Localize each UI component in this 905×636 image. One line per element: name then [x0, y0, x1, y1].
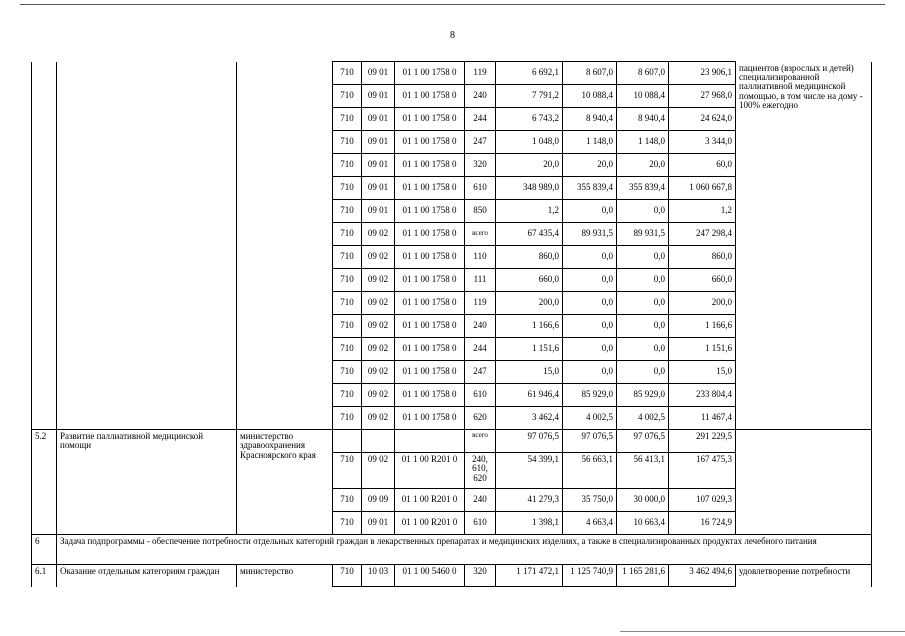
year3-value: 89 931,5 [617, 223, 669, 246]
year3-value: 0,0 [617, 338, 669, 361]
year1-value: 1 151,6 [496, 338, 563, 361]
total-value: 107 029,3 [669, 489, 736, 512]
year2-value: 35 750,0 [563, 489, 617, 512]
total-value: 233 804,4 [669, 384, 736, 407]
csr-code: 01 1 00 1758 0 [395, 62, 465, 85]
grbs-code: 710 [333, 489, 362, 512]
csr-code: 01 1 00 1758 0 [395, 338, 465, 361]
total-value: 27 968,0 [669, 85, 736, 108]
csr-code: 01 1 00 1758 0 [395, 131, 465, 154]
vr-code: 244 [465, 108, 496, 131]
executor: министерство [237, 565, 333, 587]
vr-code: 610 [465, 384, 496, 407]
grbs-code: 710 [333, 292, 362, 315]
year2-value: 355 839,4 [563, 177, 617, 200]
year3-value: 0,0 [617, 200, 669, 223]
year1-value: 860,0 [496, 246, 563, 269]
year3-value: 1 148,0 [617, 131, 669, 154]
section-5-2 [32, 430, 872, 535]
task-number: 6 [32, 535, 57, 565]
name-cell [57, 62, 237, 430]
grbs-code: 710 [333, 384, 362, 407]
vr-code: 320 [465, 154, 496, 177]
grbs-code: 710 [333, 246, 362, 269]
rz-code: 09 02 [362, 223, 395, 246]
rz-code: 09 01 [362, 85, 395, 108]
grbs-code: 710 [333, 565, 362, 587]
csr-code: 01 1 00 5460 0 [395, 565, 465, 587]
rz-code: 09 02 [362, 338, 395, 361]
csr-code: 01 1 00 1758 0 [395, 223, 465, 246]
grbs-code: 710 [333, 407, 362, 430]
grbs-code: 710 [333, 131, 362, 154]
year3-value: 85 929,0 [617, 384, 669, 407]
grbs-code: 710 [333, 269, 362, 292]
total-value: 16 724,9 [669, 512, 736, 535]
total-value: 1 060 667,8 [669, 177, 736, 200]
result-note: пациентов (взрослых и детей) специализированной паллиативной медицинской помощью, в том числе на дому - 100% ежегодно [736, 62, 872, 430]
year1-value: 20,0 [496, 154, 563, 177]
year2-value: 10 088,4 [563, 85, 617, 108]
executor-cell [237, 62, 333, 430]
year1-value: 41 279,3 [496, 489, 563, 512]
year3-value: 0,0 [617, 315, 669, 338]
year3-value: 10 088,4 [617, 85, 669, 108]
vr-code: 240 [465, 489, 496, 512]
year2-value: 0,0 [563, 315, 617, 338]
grbs-code: 710 [333, 361, 362, 384]
grbs-code: 710 [333, 223, 362, 246]
total-value: 860,0 [669, 246, 736, 269]
year1-value: 1 048,0 [496, 131, 563, 154]
row-number: 6.1 [32, 565, 57, 587]
year3-value: 56 413,1 [617, 453, 669, 489]
rz-code: 09 01 [362, 200, 395, 223]
year2-value: 4 663,4 [563, 512, 617, 535]
year2-value: 8 940,4 [563, 108, 617, 131]
vr-code: 111 [465, 269, 496, 292]
grbs-code: 710 [333, 200, 362, 223]
grbs-code: 710 [333, 62, 362, 85]
csr-code: 01 1 00 1758 0 [395, 246, 465, 269]
grbs-code: 710 [333, 108, 362, 131]
vr-code: всего [465, 430, 496, 453]
csr-code: 01 1 00 1758 0 [395, 292, 465, 315]
year3-value: 30 000,0 [617, 489, 669, 512]
total-value: 23 906,1 [669, 62, 736, 85]
year3-value: 0,0 [617, 361, 669, 384]
year1-value: 3 462,4 [496, 407, 563, 430]
rows-block-a [32, 62, 872, 430]
total-value: 291 229,5 [669, 430, 736, 453]
vr-code: 610 [465, 512, 496, 535]
vr-code: 247 [465, 131, 496, 154]
csr-code: 01 1 00 1758 0 [395, 315, 465, 338]
total-value: 11 467,4 [669, 407, 736, 430]
bottom-rule [620, 631, 905, 632]
year3-value: 4 002,5 [617, 407, 669, 430]
task-text: Задача подпрограммы - обеспечение потребности отдельных категорий граждан в лекарственных препаратах и медицинских изделиях, а также в специализированных продуктах лечебного питания [57, 535, 872, 565]
year1-value: 1,2 [496, 200, 563, 223]
grbs-code: 710 [333, 315, 362, 338]
row-6-1 [32, 565, 872, 587]
rz-code: 09 01 [362, 62, 395, 85]
grbs-code: 710 [333, 512, 362, 535]
rz-code: 09 02 [362, 292, 395, 315]
grbs-code: 710 [333, 338, 362, 361]
csr-code: 01 1 00 R201 0 [395, 512, 465, 535]
year2-value: 89 931,5 [563, 223, 617, 246]
budget-table [31, 61, 872, 587]
rz-code: 09 02 [362, 384, 395, 407]
csr-code: 01 1 00 R201 0 [395, 489, 465, 512]
year3-value: 355 839,4 [617, 177, 669, 200]
year2-value: 0,0 [563, 269, 617, 292]
year2-value: 56 663,1 [563, 453, 617, 489]
year3-value: 0,0 [617, 269, 669, 292]
task-6 [32, 535, 872, 565]
year2-value: 1 148,0 [563, 131, 617, 154]
vr-code: 244 [465, 338, 496, 361]
year2-value: 1 125 740,9 [563, 565, 617, 587]
grbs-code: 710 [333, 177, 362, 200]
total-value: 60,0 [669, 154, 736, 177]
executor: министерство здравоохранения Красноярского края [237, 430, 333, 535]
csr-code: 01 1 00 1758 0 [395, 407, 465, 430]
year2-value: 4 002,5 [563, 407, 617, 430]
year3-value: 10 663,4 [617, 512, 669, 535]
total-value: 1 166,6 [669, 315, 736, 338]
rz-code: 09 02 [362, 453, 395, 489]
year2-value: 85 929,0 [563, 384, 617, 407]
year1-value: 200,0 [496, 292, 563, 315]
vr-code: 620 [465, 407, 496, 430]
vr-code: 240 [465, 315, 496, 338]
rz-code: 09 01 [362, 177, 395, 200]
result-cell [736, 430, 872, 535]
num-cell [32, 62, 57, 430]
total-value: 167 475,3 [669, 453, 736, 489]
year3-value: 97 076,5 [617, 430, 669, 453]
total-value: 15,0 [669, 361, 736, 384]
grbs-code: 710 [333, 453, 362, 489]
grbs-code: 710 [333, 85, 362, 108]
row-number: 5.2 [32, 430, 57, 535]
year1-value: 6 692,1 [496, 62, 563, 85]
csr-code: 01 1 00 1758 0 [395, 154, 465, 177]
rz-code: 09 01 [362, 108, 395, 131]
year3-value: 0,0 [617, 292, 669, 315]
rz-code: 09 01 [362, 131, 395, 154]
csr-code: 01 1 00 1758 0 [395, 200, 465, 223]
vr-code: 119 [465, 62, 496, 85]
rz-code: 09 02 [362, 315, 395, 338]
rz-code: 09 01 [362, 154, 395, 177]
rz-code: 09 01 [362, 512, 395, 535]
csr-code: 01 1 00 1758 0 [395, 269, 465, 292]
year1-value: 7 791,2 [496, 85, 563, 108]
year1-value: 348 989,0 [496, 177, 563, 200]
total-value: 3 462 494,6 [669, 565, 736, 587]
year1-value: 54 399,1 [496, 453, 563, 489]
total-value: 660,0 [669, 269, 736, 292]
rz-code: 10 03 [362, 565, 395, 587]
year1-value: 67 435,4 [496, 223, 563, 246]
year1-value: 660,0 [496, 269, 563, 292]
year2-value: 0,0 [563, 338, 617, 361]
vr-code: 240, 610, 620 [465, 453, 496, 489]
grbs-code: 710 [333, 154, 362, 177]
year3-value: 8 607,0 [617, 62, 669, 85]
csr-code: 01 1 00 1758 0 [395, 384, 465, 407]
vr-code: 610 [465, 177, 496, 200]
measure-name: Развитие паллиативной медицинской помощи [57, 430, 237, 535]
year3-value: 8 940,4 [617, 108, 669, 131]
vr-code: 850 [465, 200, 496, 223]
csr-code: 01 1 00 1758 0 [395, 85, 465, 108]
vr-code: 247 [465, 361, 496, 384]
measure-name: Оказание отдельным категориям граждан [57, 565, 237, 587]
year2-value: 0,0 [563, 361, 617, 384]
year2-value: 20,0 [563, 154, 617, 177]
total-value: 1,2 [669, 200, 736, 223]
rz-code: 09 02 [362, 361, 395, 384]
year2-value: 0,0 [563, 292, 617, 315]
year2-value: 0,0 [563, 246, 617, 269]
year2-value: 97 076,5 [563, 430, 617, 453]
year2-value: 0,0 [563, 200, 617, 223]
vr-code: 240 [465, 85, 496, 108]
csr-code: 01 1 00 1758 0 [395, 361, 465, 384]
total-value: 1 151,6 [669, 338, 736, 361]
csr-code: 01 1 00 R201 0 [395, 453, 465, 489]
total-value: 247 298,4 [669, 223, 736, 246]
table-row [32, 62, 872, 85]
year1-value: 6 743,2 [496, 108, 563, 131]
rz-code: 09 02 [362, 407, 395, 430]
rz-code: 09 02 [362, 246, 395, 269]
csr-code: 01 1 00 1758 0 [395, 108, 465, 131]
year1-value: 61 946,4 [496, 384, 563, 407]
year2-value: 8 607,0 [563, 62, 617, 85]
vr-code: всего [465, 223, 496, 246]
vr-code: 110 [465, 246, 496, 269]
year1-value: 1 166,6 [496, 315, 563, 338]
vr-code: 119 [465, 292, 496, 315]
page-number: 8 [450, 30, 455, 41]
year1-value: 97 076,5 [496, 430, 563, 453]
year3-value: 20,0 [617, 154, 669, 177]
result-text: удовлетворение потребности [736, 565, 872, 587]
year1-value: 1 171 472,1 [496, 565, 563, 587]
vr-code: 320 [465, 565, 496, 587]
csr-code: 01 1 00 1758 0 [395, 177, 465, 200]
year3-value: 1 165 281,6 [617, 565, 669, 587]
rz-code: 09 02 [362, 269, 395, 292]
total-value: 3 344,0 [669, 131, 736, 154]
year3-value: 0,0 [617, 246, 669, 269]
total-value: 200,0 [669, 292, 736, 315]
year1-value: 15,0 [496, 361, 563, 384]
top-rule [20, 4, 885, 5]
year1-value: 1 398,1 [496, 512, 563, 535]
total-value: 24 624,0 [669, 108, 736, 131]
rz-code: 09 09 [362, 489, 395, 512]
